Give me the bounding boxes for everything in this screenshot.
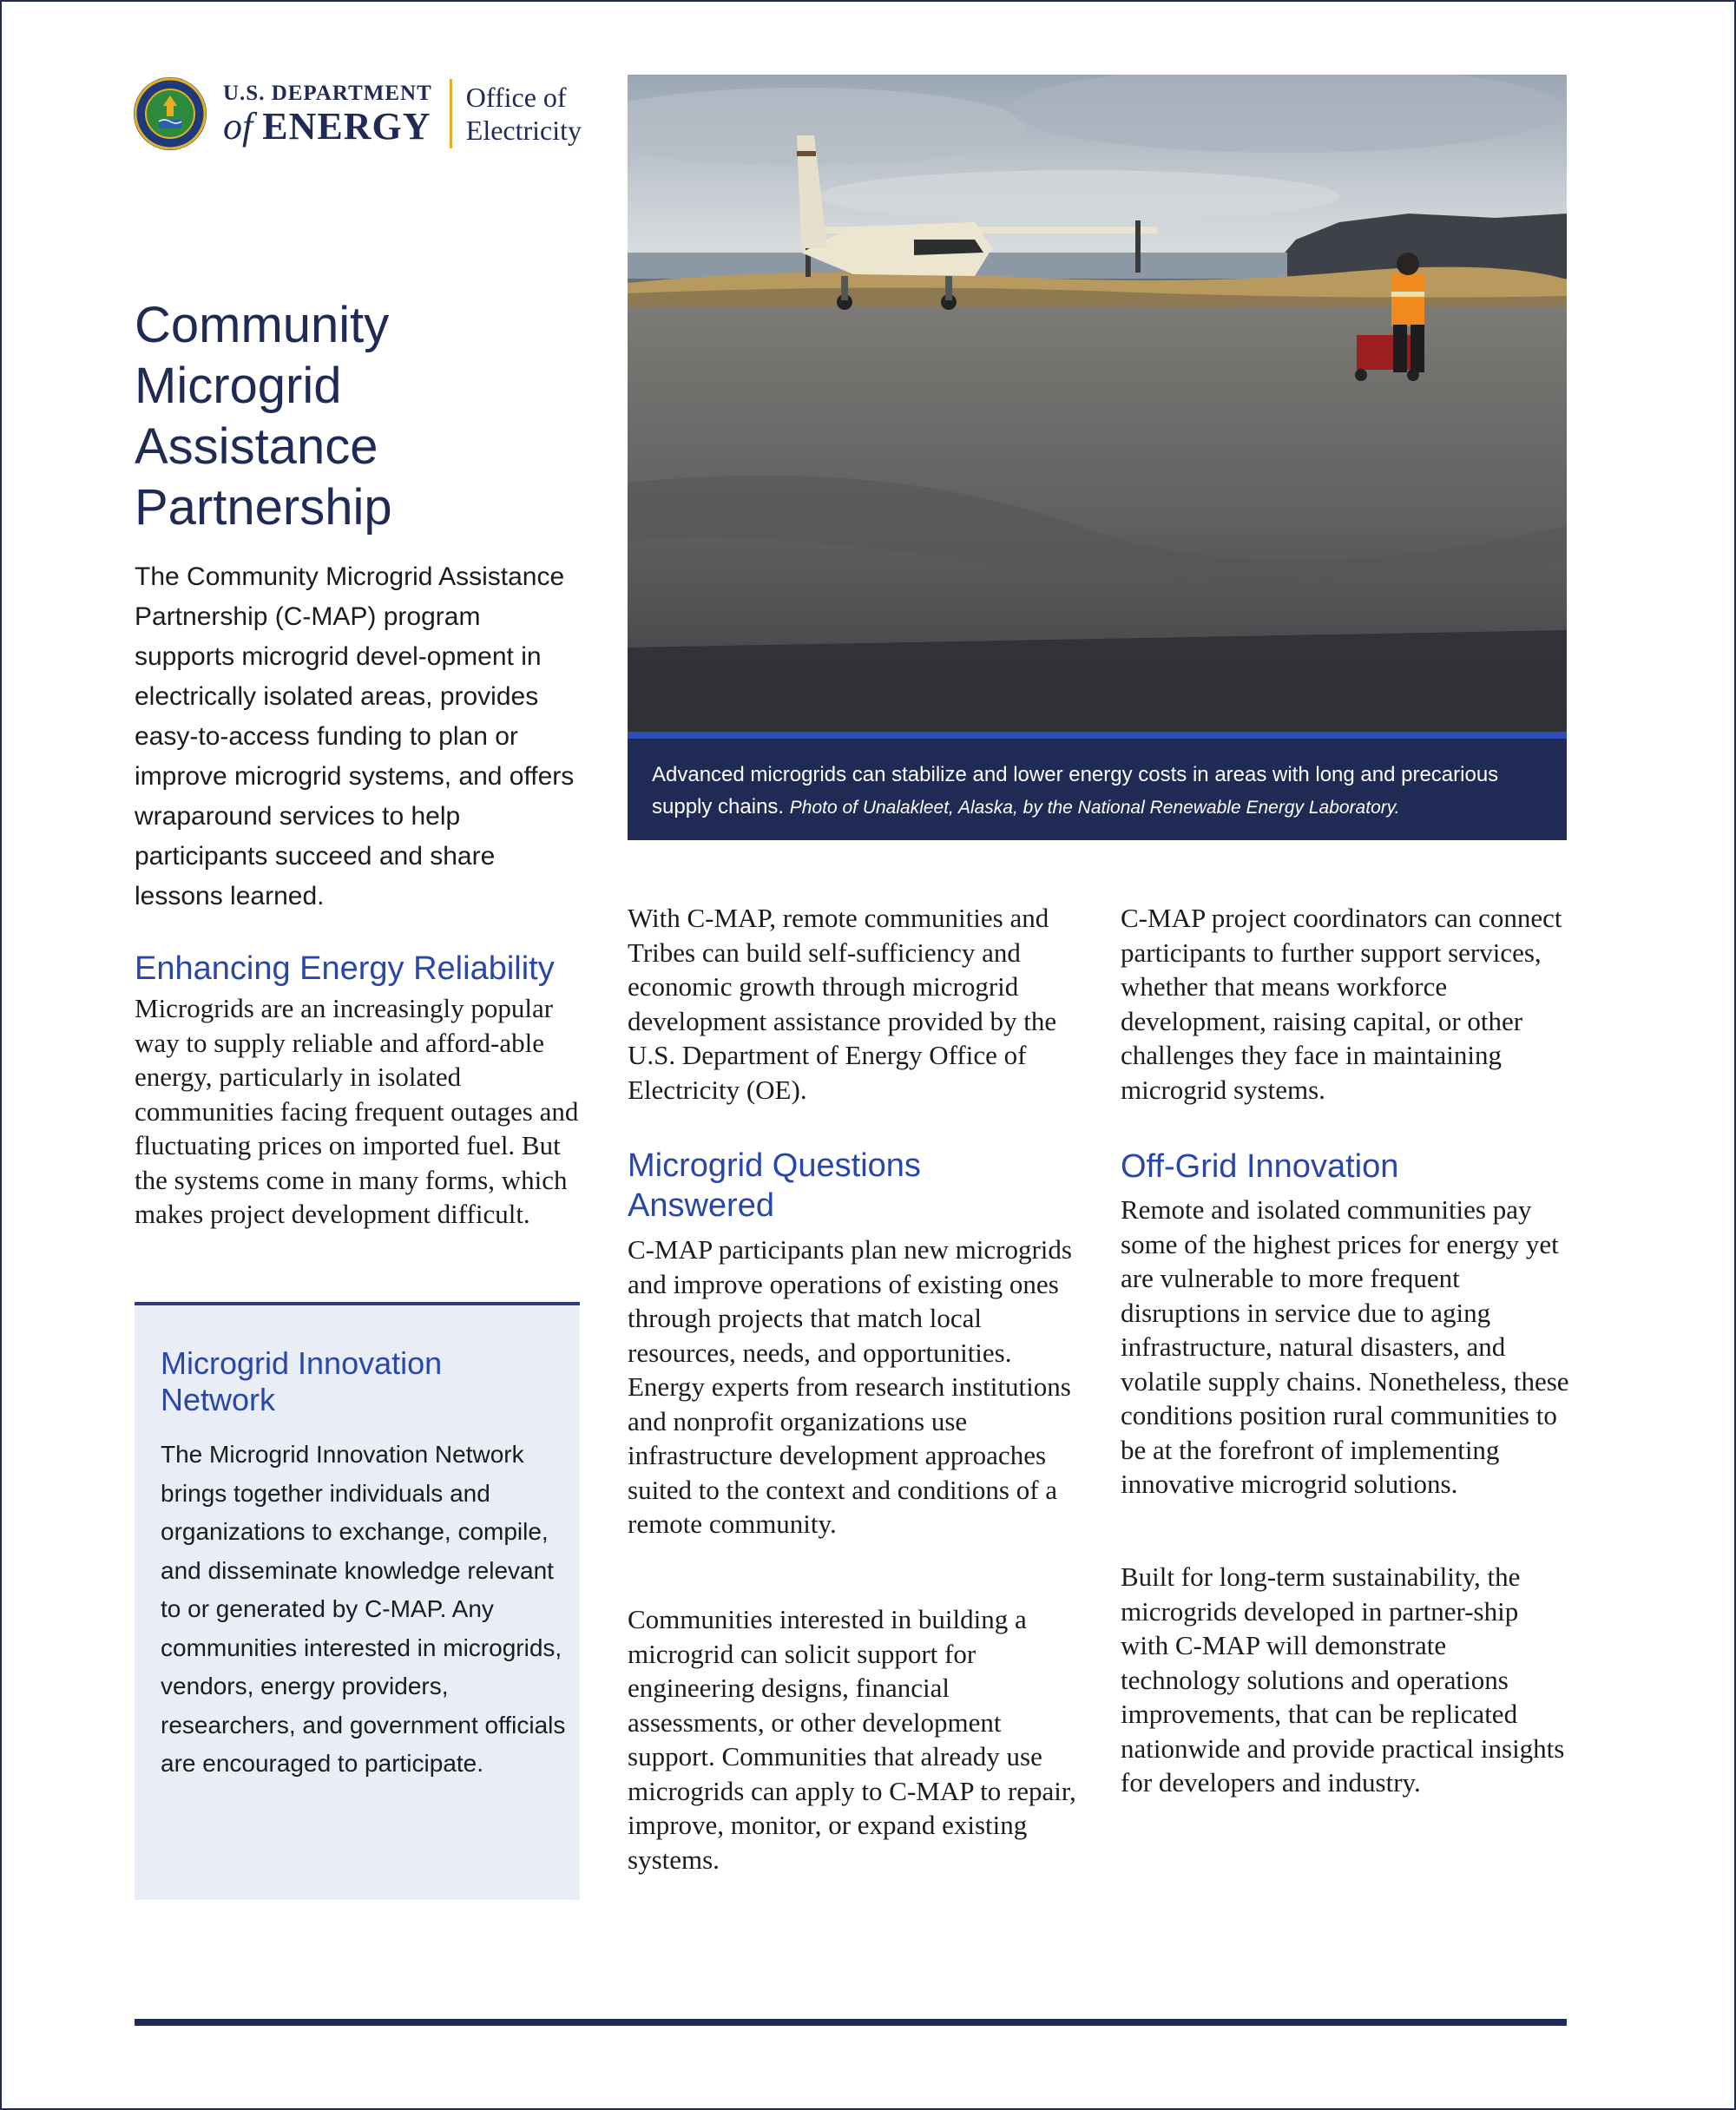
doe-line-energy: ENERGY — [262, 105, 431, 148]
doe-line-department: U.S. DEPARTMENT — [223, 82, 432, 105]
right-paragraph-1: C-MAP project coordinators can connect participants to further support services, whether that means workforce development, raising capital, or other challenges they face in maintaining microgrid systems. — [1121, 903, 1562, 1105]
office-line-2: Electricity — [465, 115, 582, 146]
photo-accent-bar — [628, 732, 1567, 739]
hero-photo — [628, 75, 1567, 732]
reliability-heading: Enhancing Energy Reliability — [135, 950, 555, 987]
doe-logo — [133, 75, 582, 153]
offgrid-heading: Off-Grid Innovation — [1121, 1148, 1399, 1185]
sidebar-body: The Microgrid Innovation Network brings together individuals and organizations to exchange, compile, and disseminate knowledge relevant to or generated by C-MAP. Any communities interested in microgrids, vendors, energy providers, researchers, and government officials are encouraged to participate. — [161, 1441, 566, 1777]
innovation-network-sidebar — [135, 1302, 580, 1900]
photo-caption — [628, 739, 1567, 840]
doe-line-of: of — [223, 105, 253, 148]
questions-heading: Microgrid Questions Answered — [628, 1147, 921, 1224]
reliability-paragraph: Microgrids are an increasingly popular way to supply reliable and afford-able energy, particularly in isolated communities facing frequent outages and fluctuating prices on imported fuel. But the systems come in many forms, which makes project development difficult. — [135, 993, 579, 1229]
logo-divider — [450, 79, 452, 148]
doe-seal-icon — [133, 76, 207, 151]
footer-rule — [135, 2019, 1567, 2026]
middle-paragraph-1: With C-MAP, remote communities and Tribes can build self-sufficiency and economic growth through microgrid development assistance provided by the U.S. Department of Energy Office of Electricity (OE). — [628, 903, 1057, 1105]
airstrip-illustration — [628, 75, 1567, 732]
page-title: Community Microgrid Assistance Partnership — [135, 297, 392, 536]
intro-paragraph: The Community Microgrid Assistance Partnership (C-MAP) program supports microgrid devel-opment in electrically isolated areas, provides easy-to-access funding to plan or improve microgrid systems, and offers wraparound services to help participants succeed and share lessons learned. — [135, 562, 575, 910]
right-paragraph-3: Built for long-term sustainability, the microgrids developed in partner-ship with C-MAP will demonstrate technology solutions and operations improvements, that can be replicated nationwide and provide practical insights for developers and industry. — [1121, 1561, 1565, 1798]
office-line-1: Office of — [465, 82, 567, 113]
caption-credit: Photo of Unalakleet, Alaska, by the National Renewable Energy Laboratory. — [789, 798, 1400, 818]
caption-text: Advanced microgrids can stabilize and lower energy costs in areas with long and precarious supply chains. — [652, 763, 1499, 818]
middle-paragraph-3: Communities interested in building a microgrid can solicit support for engineering designs, financial assessments, or other development support. Communities that already use microgrids can apply to C-MAP to repair, improve, monitor, or expand existing systems. — [628, 1604, 1076, 1875]
sidebar-title: Microgrid Innovation Network — [161, 1345, 443, 1417]
middle-paragraph-2: C-MAP participants plan new microgrids and improve operations of existing ones through projects that match local resources, needs, and opportunities. Energy experts from research institutions and nonprofit organizations use infrastructure development approaches suited to the context and conditions of a remote community. — [628, 1234, 1072, 1539]
right-paragraph-2: Remote and isolated communities pay some of the highest prices for energy yet are vulnerable to more frequent disruptions in service due to aging infrastructure, natural disasters, and volatile supply chains. Nonetheless, these conditions position rural communities to be at the forefront of implementing innovative microgrid solutions. — [1121, 1194, 1569, 1499]
